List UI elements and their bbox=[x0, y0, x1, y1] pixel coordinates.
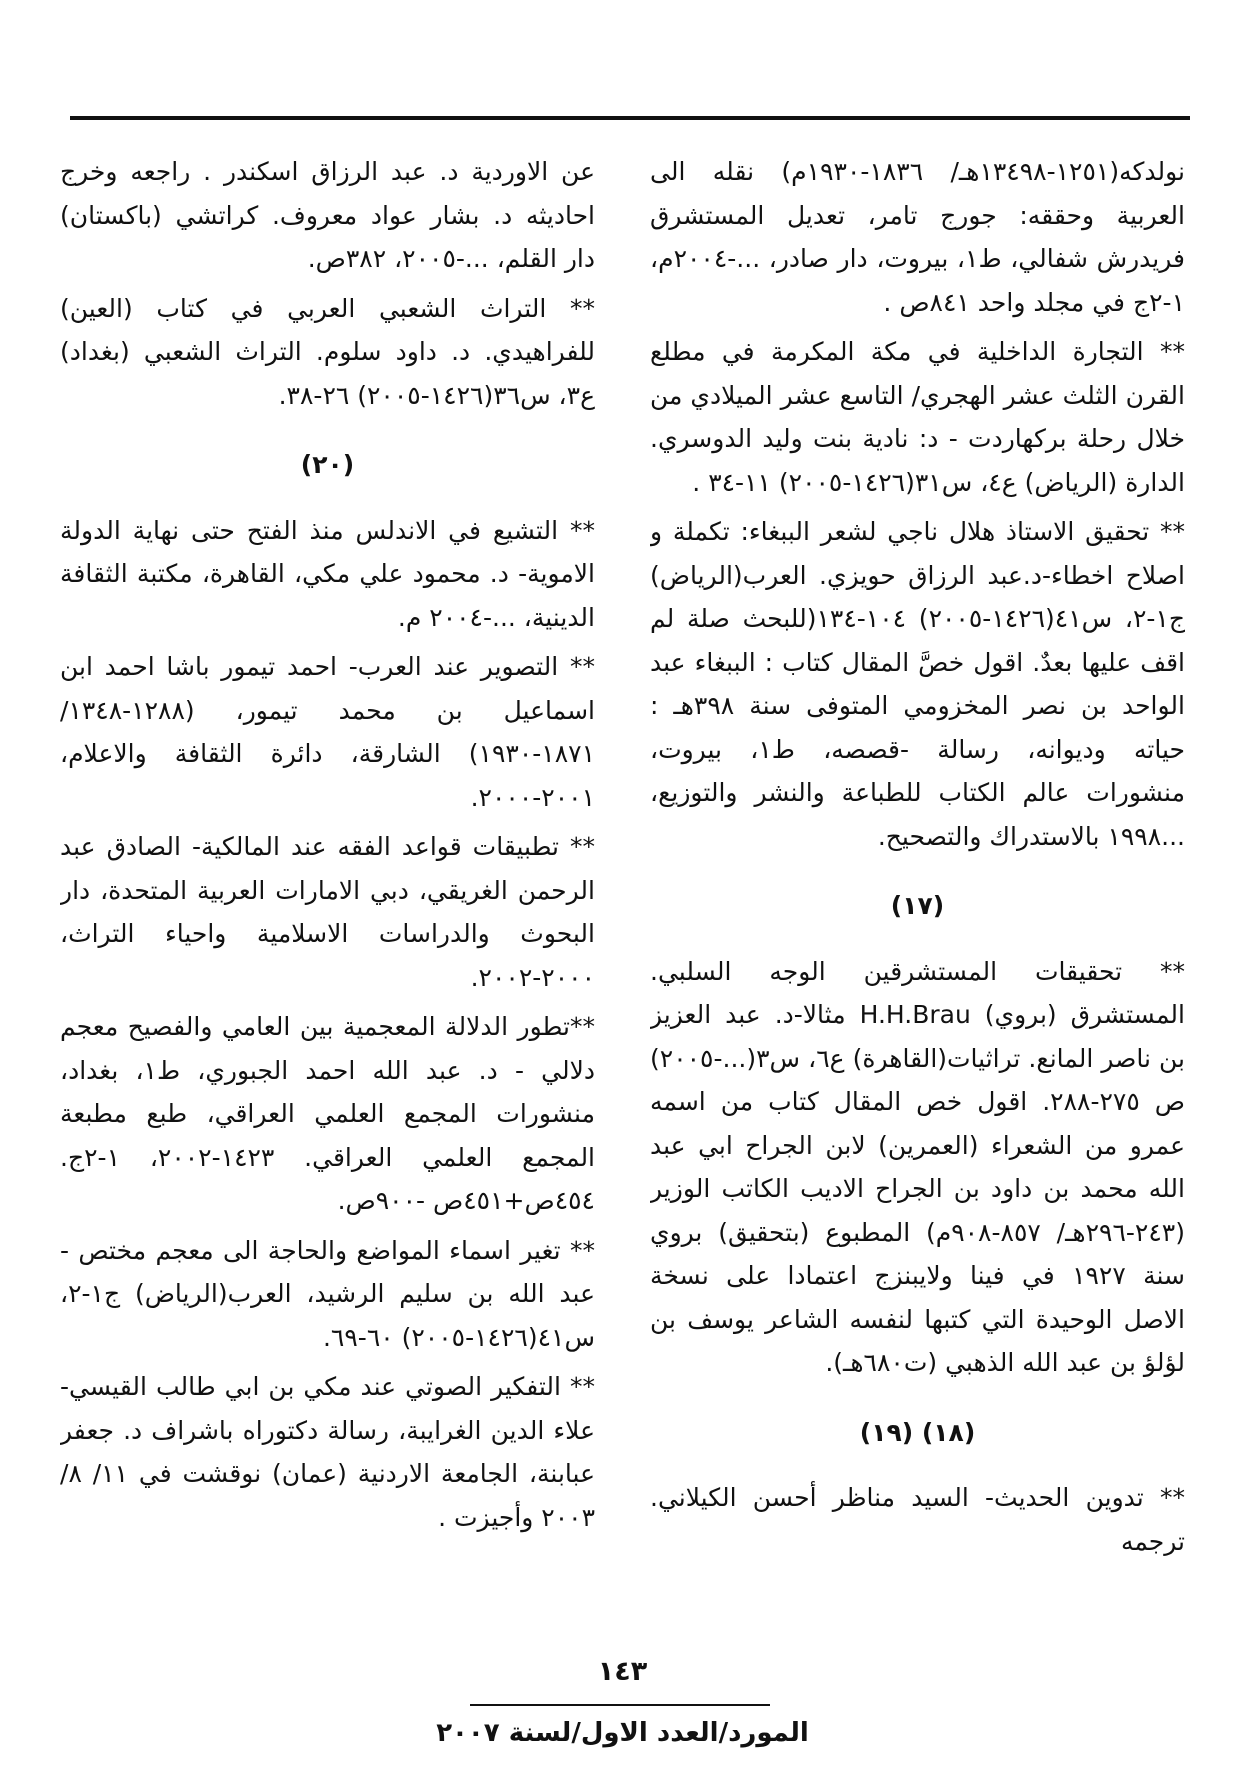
bibliography-entry: نولدكه(١٢٥١-١٣٤٩٨هـ/ ١٨٣٦-١٩٣٠م) نقله الى العربية وحققه: جورج تامر، تعديل المستشرق فريدرش شفالي، ط١، بيروت، دار صادر، ...-٢٠٠٤م، ١-٢ج في مجلد واحد ٨٤١ص . bbox=[650, 157, 1185, 317]
bibliography-entry: ** التجارة الداخلية في مكة المكرمة في مطلع القرن الثلث عشر الهجري/ التاسع عشر الميلادي من خلال رحلة بركهاردت - د: نادية بنت وليد الدوسري. الدارة (الرياض) ع٤، س٣١(١٤٢٦-٢٠٠٥) ١١-٣٤ . bbox=[650, 337, 1185, 497]
journal-issue-line: المورد/العدد الاول/لسنة ٢٠٠٧ bbox=[436, 1718, 809, 1748]
left-column bbox=[60, 150, 595, 1630]
bibliography-entry: ** التراث الشعبي العربي في كتاب (العين) للفراهيدي. د. داود سلوم. التراث الشعبي (بغداد) ع٣، س٣٦(١٤٢٦-٢٠٠٥) ٢٦-٣٨. bbox=[60, 293, 595, 410]
entry-continuation: عن الاوردية د. عبد الرزاق اسكندر . راجعه وخرج احاديثه د. بشار عواد معروف. كراتشي (باكستان) دار القلم، ...-٢٠٠٥، ٣٨٢ص. bbox=[60, 157, 595, 273]
page-number: ١٤٣ bbox=[597, 1656, 648, 1687]
section-number: (٢٠) bbox=[300, 450, 355, 479]
bibliography-entry: ** التفكير الصوتي عند مكي بن ابي طالب القيسي- علاء الدين الغرايبة، رسالة دكتوراه باشراف د. جعفر عبابنة، الجامعة الاردنية (عمان) نوقشت في ١١/ ٨/ ٢٠٠٣ وأجيزت . bbox=[60, 1372, 595, 1532]
bibliography-entry: ** تحقيق الاستاذ هلال ناجي لشعر الببغاء: تكملة و اصلاح اخطاء-د.عبد الرزاق حويزي. العرب(الرياض) ج١-٢، س٤١(١٤٢٦-٢٠٠٥) ١٠٤-١٣٤(للبحث صلة لم اقف عليها بعدٌ. اقول خصَّ المقال كتاب : الببغاء عبد الواحد بن نصر المخزومي المتوفى سنة ٣٩٨هـ : حياته وديوانه، رسالة -قصصه، ط١، بيروت، منشورات عالم الكتاب للطباعة والنشر والتوزيع، ...١٩٩٨ بالاستدراك والتصحيح. bbox=[650, 517, 1185, 851]
bibliography-entry: ** تحقيقات المستشرقين الوجه السلبي. المستشرق (بروي) H.H.Brau مثالا-د. عبد العزيز بن ناصر المانع. تراثيات(القاهرة) ع٦، س٣(...-٢٠٠٥) ص ٢٧٥-٢٨٨. اقول خص المقال كتاب من اسمه عمرو من الشعراء (العمرين) لابن الجراح ابي عبد الله محمد بن داود بن الجراح الاديب الكاتب الوزير (٢٤٣-٢٩٦هـ/ ٨٥٧-٩٠٨م) المطبوع (بتحقيق) بروي سنة ١٩٢٧ في فينا ولايبنزج اعتمادا على نسخة الاصل الوحيدة التي كتبها لنفسه الشاعر يوسف بن لؤلؤ بن عبد الله الذهبي (ت٦٨٠هـ). bbox=[650, 956, 1185, 1377]
right-column bbox=[650, 150, 1185, 1630]
bibliography-entry: ** تغير اسماء المواضع والحاجة الى معجم مختص - عبد الله بن سليم الرشيد، العرب(الرياض) ج١-٢، س٤١(١٤٢٦-٢٠٠٥) ٦٠-٦٩. bbox=[60, 1235, 595, 1352]
bibliography-entry: ** التشيع في الاندلس منذ الفتح حتى نهاية الدولة الاموية- د. محمود علي مكي، القاهرة، مكتبة الثقافة الدينية، ...-٢٠٠٤ م. bbox=[60, 515, 595, 632]
bibliography-entry: ** تدوين الحديث- السيد مناظر أحسن الكيلاني. ترجمه bbox=[650, 1483, 1185, 1556]
bibliography-entry: ** تطبيقات قواعد الفقه عند المالكية- الصادق عبد الرحمن الغريقي، دبي الامارات العربية المتحدة، دار البحوث والدراسات الاسلامية واحياء التراث، ٢٠٠٠-٢٠٠٢. bbox=[60, 832, 595, 992]
section-number: (١٨) (١٩) bbox=[859, 1417, 976, 1447]
footer-rule bbox=[470, 1704, 770, 1706]
bibliography-entry: **تطور الدلالة المعجمية بين العامي والفصيح معجم دلالي - د. عبد الله احمد الجبوري، ط١، بغداد، منشورات المجمع العلمي العراقي، طبع مطبعة المجمع العلمي العراقي. ١٤٢٣-٢٠٠٢، ١-٢ج. ٤٥٤ص+٤٥١ص -٩٠٠ص. bbox=[60, 1012, 595, 1215]
page-body bbox=[60, 150, 1185, 1630]
bibliography-entry: ** التصوير عند العرب- احمد تيمور باشا احمد ابن اسماعيل بن محمد تيمور، (١٢٨٨-١٣٤٨/ ١٨٧١-١٩٣٠) الشارقة، دائرة الثقافة والاعلام، ٢٠٠١-٢٠٠٠. bbox=[60, 652, 595, 812]
section-number: (١٧) bbox=[890, 891, 945, 920]
header-rule bbox=[70, 116, 1190, 120]
